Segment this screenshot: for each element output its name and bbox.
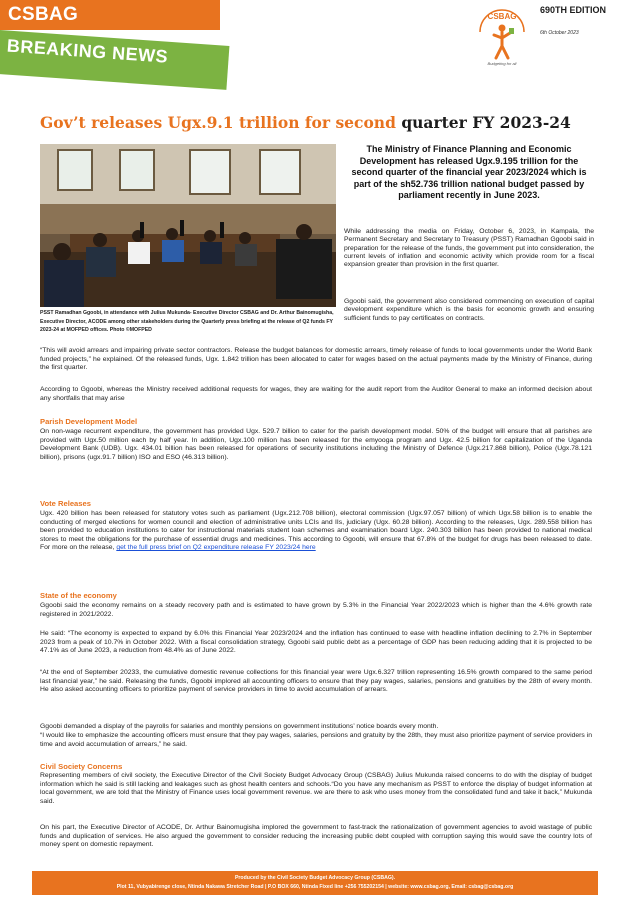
page-title xyxy=(40,113,571,132)
breaking-news-banner: BREAKING NEWS xyxy=(0,30,229,90)
press-brief-link[interactable]: get the full press brief on Q2 expenditure release FY 2023/24 here xyxy=(116,544,316,552)
economy-paragraph-4: Ggoobi demanded a display of the payrolls for salaries and monthly pensions on government institutions’ notice boards every month. xyxy=(40,723,439,730)
civil-society-paragraph-2: On his part, the Executive Director of ACODE, Dr. Arthur Bainomugisha implored the government to fast-track the rationalization of government agencies to avoid wastage of public funds and duplication of services. He also argued the government to consider reducing the increasing public debt coupled with corruption saying this would save the country lots of money spent on domestic repayment. xyxy=(40,824,592,849)
headline-part-2: quarter FY 2023-24 xyxy=(401,113,571,132)
body-paragraph-1: “This will avoid arrears and impairing private sector contractors. Release the budget balances for domestic arrears, timely release of funds to local governments under the World Bank funded projects,” he explained. Of the released funds, Ugx. 1.842 trillion has been allocated to cater for wages based on the actual payments made by the Ministry of Finance, during the first quarter. xyxy=(40,347,592,372)
photo-caption: PSST Ramadhan Ggoobi, in attendance with Julius Mukunda- Executive Director CSBAG and Dr. Arthur Bainomugisha, Executive Director, ACODE among other stakeholders during the Quarterly press briefing at the release of Q2 funds FY 2023-24 at MOFPED offices. Photo ©MOFPED xyxy=(40,310,334,334)
economy-paragraph-3: “At the end of September 20233, the cumulative domestic revenue collections for this financial year were Ugx.6.327 trillion representing 16.5% growth compared to the same period last financial year,” he said. Releasing the funds, Ggoobi implored all accounting officers to ensure that they pay wages, salaries, pensions and gratuities by the 28th of every month. He also asked accounting officers to prioritize payment of service providers in time to avoid accumulation of arrears. xyxy=(40,669,592,694)
intro-summary: The Ministry of Finance Planning and Economic Development has released Ugx.9.195 trillion for the second quarter of the financial year 2023/2024 which is part of the sh52.736 trillion national budget passed by parliament recently in June 2023. xyxy=(351,144,587,201)
logo-tagline: Budgeting for all xyxy=(487,61,517,66)
press-briefing-photo xyxy=(40,144,336,307)
body-paragraph-2: According to Ggoobi, whereas the Ministry received additional requests for wages, they are waiting for the audit report from the Auditor General to make an informed decision about any shortfalls that may arise xyxy=(40,386,592,402)
footer xyxy=(32,871,598,895)
newsletter-header xyxy=(0,0,632,82)
right-paragraph-2: Ggoobi said, the government also considered commencing on execution of capital development expenditure which is the basis for economic growth and ensuring sufficient funds to pay certificates on contracts. xyxy=(344,298,594,322)
csbag-logo xyxy=(472,6,532,68)
economy-paragraph-1: Ggoobi said the economy remains on a steady recovery path and is estimated to have grown by 5.3% in the Financial Year 2022/2023 which is higher than the 4.6% growth rate registered in 2021/2022. xyxy=(40,602,592,618)
section-heading-votes: Vote Releases xyxy=(40,499,91,508)
footer-producer: Produced by the Civil Society Budget Advocacy Group (CSBAG). xyxy=(234,875,396,881)
logo-text: CSBAG xyxy=(487,12,517,21)
footer-address: Plot 11, Vubyabirenge close, Ntinda Nakawa Stretcher Road | P.O BOX 660, Ntinda Fixed line +256 755202154 | website: www.csbag.org, Email: csbag@csbag.org xyxy=(116,884,514,890)
section-heading-civil-society: Civil Society Concerns xyxy=(40,762,123,771)
vote-text: Ugx. 420 billion has been released for statutory votes such as parliament (Ugx.212.708 billion), electoral commission (Ugx.97.057 billion) of which Ugx.58 billion is to enable the conducting of merged elections for women council and election of administrative units LCIs and IIs, judiciary (Ugx. 60.28 billion). According to the releases, Ugx. 289.558 billion has been provided to education institutions to cater for instructional materials student loan schemes and examination board Ugx. 240.303 billion has been provided to national medical stores to meet the obligations for the purchase of essential drugs and medicines. This according to Ggoobi, will ensure that 67.8% of the budget for drugs has been released to date. For more on the release, xyxy=(40,510,592,552)
edition-number: 690TH EDITION xyxy=(540,5,607,15)
parish-paragraph: On non-wage recurrent expenditure, the government has provided Ugx. 529.7 billion to cater for the parish development model. 50% of the budget will ensure that all parishes are provided with Ugx.50 million each by half year. In addition, Ugx.100 million has been released for the emyooga program and Ugx. 42.5 billion for capitalization of the Uganda Development Bank (UDB). Ugx. 434.01 billion has been released for operations of security institutions including the Ministry of Defence (Ugx.217.868 billion), Police (Ugx.78.121 billion), prisons (ugx.91.7 billion) ISO and ESO (46.313 billion). xyxy=(40,428,592,461)
economy-paragraph-5: “I would like to emphasize the accounting officers must ensure that they pay wages, salaries, pensions and gratuity by the 28th, they must also prioritize payment of service providers in time and avoid accumulation of arrears,” he said. xyxy=(40,732,592,748)
section-heading-parish: Parish Development Model xyxy=(40,417,138,426)
edition-date: 6th October 2023 xyxy=(540,30,579,36)
economy-paragraph-2: He said: “The economy is expected to expand by 6.0% this Financial Year 2023/2024 and the inflation has continued to ease with headline inflation declining to 2.7% in September 2023 from a peak of 10.7% in October 2022. With a fiscal consolidation strategy, Ggoobi said public debt as a percentage of GDP has been reducing adding that it is projected to be 47.1% as of June 2023, a reduction from 48.4% as of June 2022. xyxy=(40,630,592,655)
civil-society-paragraph-1: Representing members of civil society, the Executive Director of the Civil Society Budget Advocacy Group (CSBAG) Julius Mukunda raised concerns to do with the display of budget information which he said is still lacking and leakages such as ghost health centers and schools.“Do you have any mechanism as PSST to enforce the display of budget information at local government, we are told that the Ministry of Finance uses local government revenue. we are there to ask who uses money from the consolidated fund and take it back,” Mukunda said. xyxy=(40,772,592,805)
right-paragraph-1: While addressing the media on Friday, October 6, 2023, in Kampala, the Permanent Secretary and Secretary to Treasury (PSST) Ramadhan Ggoobi said in preparation for the release of the funds, the government put into consideration, the current levels of inflation and economic activity which provide room for a fiscal expansion greater than provision in the first quarter. xyxy=(344,228,594,269)
org-tag: CSBAG xyxy=(0,0,220,30)
headline-part-1: Gov’t releases Ugx.9.1 trillion for second xyxy=(40,113,402,132)
section-heading-economy: State of the economy xyxy=(40,591,117,600)
vote-paragraph xyxy=(40,510,592,553)
